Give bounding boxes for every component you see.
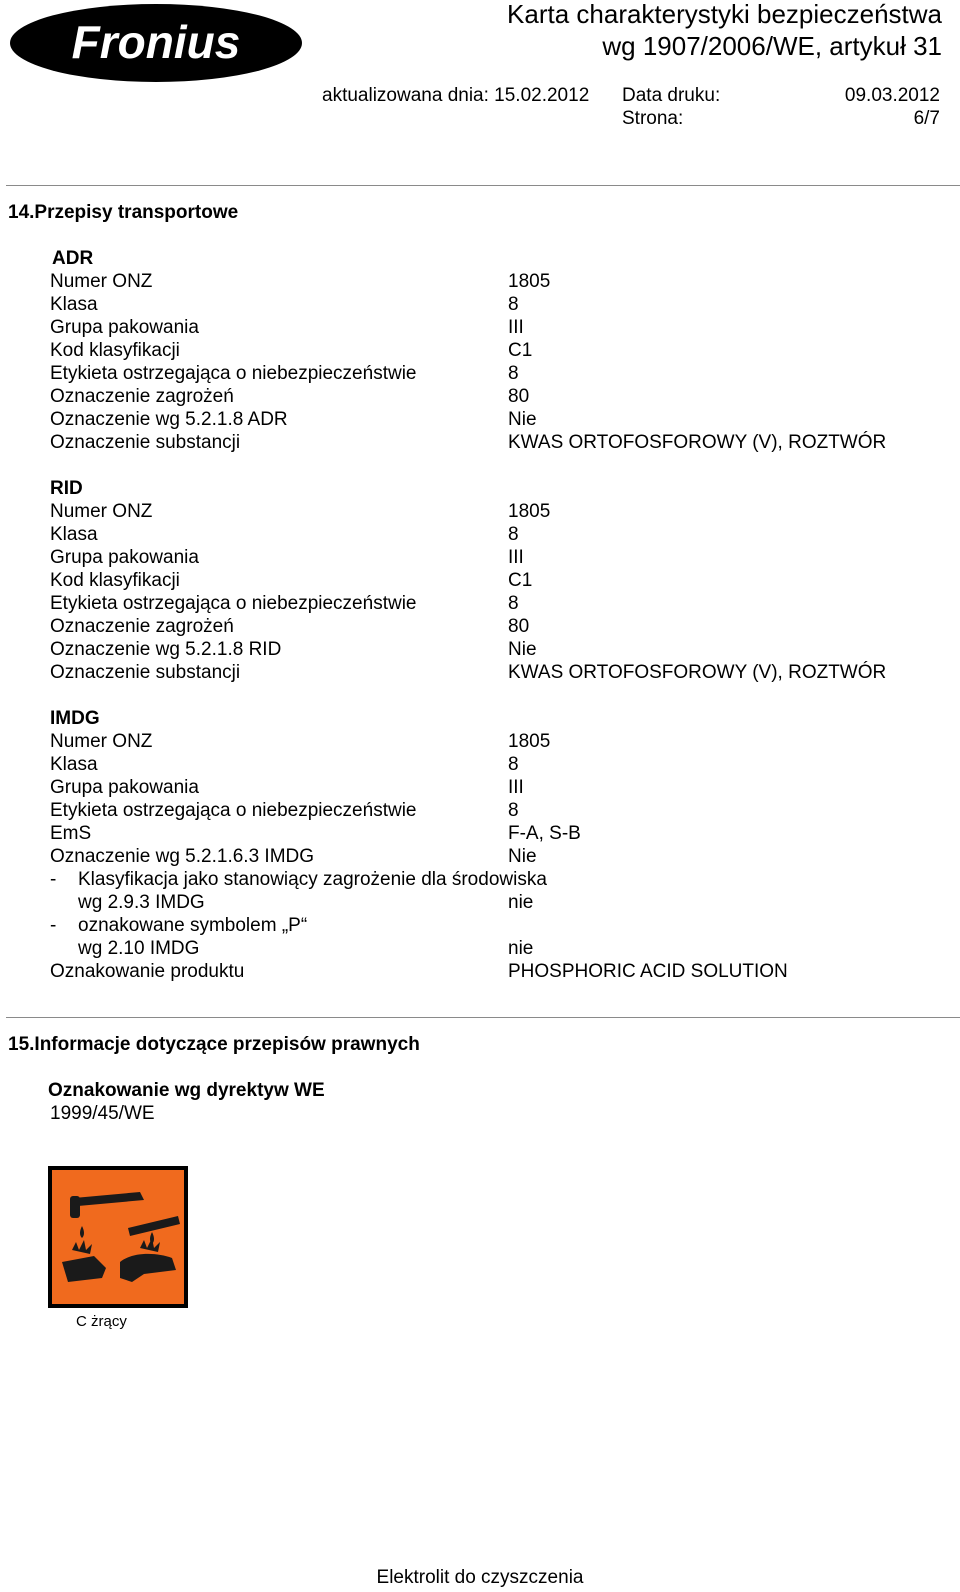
row-value: 8 (508, 524, 519, 545)
table-row (50, 546, 950, 569)
row-label: Oznaczenie wg 5.2.1.8 ADR (50, 409, 288, 430)
row-value: 8 (508, 593, 519, 614)
row-value: Nie (508, 409, 537, 430)
table-row (50, 615, 950, 638)
table-row (50, 316, 950, 339)
section-15-title: 15.Informacje dotyczące przepisów prawnych (8, 1034, 420, 1055)
row-label: Grupa pakowania (50, 317, 199, 338)
directive-number: 1999/45/WE (50, 1103, 155, 1124)
row-label: Numer ONZ (50, 731, 153, 752)
row-value: 8 (508, 294, 519, 315)
table-row (50, 270, 950, 293)
row-label: Oznaczenie wg 5.2.1.6.3 IMDG (50, 846, 315, 867)
table-row (50, 523, 950, 546)
row-value: Nie (508, 639, 537, 660)
table-row (50, 638, 950, 661)
document-title-line1: Karta charakterystyki bezpieczeństwa (507, 0, 942, 29)
row-label: Etykieta ostrzegająca o niebezpieczeństwie (50, 593, 417, 614)
row-label: Klasa (50, 294, 98, 315)
table-row (50, 362, 950, 385)
row-label: Kod klasyfikacji (50, 570, 180, 591)
pictogram-caption: C żrący (76, 1313, 127, 1330)
row-label: Numer ONZ (50, 271, 153, 292)
print-date-label: Data druku: (622, 85, 721, 106)
row-value: 8 (508, 800, 519, 821)
table-row (50, 408, 950, 431)
table-row (50, 661, 950, 684)
row-label: Oznaczenie substancji (50, 662, 241, 683)
document-title-line2: wg 1907/2006/WE, artykuł 31 (602, 31, 942, 61)
footer-product-name: Elektrolit do czyszczenia (376, 1567, 584, 1588)
table-row (50, 822, 950, 845)
table-row (50, 569, 950, 592)
table-row (50, 730, 950, 753)
p-symbol-row (50, 914, 950, 937)
table-row (50, 500, 950, 523)
pictogram-background (52, 1170, 184, 1304)
row-value: nie (508, 938, 534, 959)
row-value: Nie (508, 846, 537, 867)
row-value: F-A, S-B (508, 823, 581, 844)
row-value: C1 (508, 570, 533, 591)
env-hazard-row (50, 868, 950, 891)
table-row (50, 753, 950, 776)
page-label: Strona: (622, 108, 684, 129)
row-label: Klasyfikacja jako stanowiący zagrożenie dla środowiska (78, 869, 547, 890)
imdg-title: IMDG (50, 708, 100, 729)
page-number: 6/7 (913, 108, 940, 129)
fronius-logo (8, 2, 304, 84)
corrosive-hazard-icon (48, 1166, 188, 1308)
row-value: PHOSPHORIC ACID SOLUTION (508, 961, 788, 982)
row-value: KWAS ORTOFOSFOROWY (V), ROZTWÓR (508, 432, 887, 453)
rid-title: RID (50, 478, 83, 499)
table-row (50, 339, 950, 362)
table-row (50, 960, 950, 983)
print-date-value: 09.03.2012 (844, 85, 940, 106)
row-label: Oznakowanie produktu (50, 961, 245, 982)
row-label: Oznaczenie zagrożeń (50, 386, 234, 407)
row-label: Oznaczenie substancji (50, 432, 241, 453)
row-value: 8 (508, 363, 519, 384)
row-value: C1 (508, 340, 533, 361)
row-label: Klasa (50, 754, 98, 775)
row-value: 80 (508, 616, 530, 637)
row-label: Kod klasyfikacji (50, 340, 180, 361)
updated-date: aktualizowana dnia: 15.02.2012 (322, 85, 590, 106)
row-label: wg 2.10 IMDG (78, 938, 200, 959)
labeling-subtitle: Oznakowanie wg dyrektyw WE (48, 1080, 325, 1101)
row-value: nie (508, 892, 534, 913)
row-label: EmS (50, 823, 92, 844)
row-label: Oznaczenie zagrożeń (50, 616, 234, 637)
table-row (50, 385, 950, 408)
row-value: 1805 (508, 501, 551, 522)
table-row (50, 799, 950, 822)
row-label: Grupa pakowania (50, 547, 199, 568)
row-value: 1805 (508, 271, 551, 292)
row-label: wg 2.9.3 IMDG (78, 892, 205, 913)
row-label: Etykieta ostrzegająca o niebezpieczeństwie (50, 363, 417, 384)
row-value: 8 (508, 754, 519, 775)
bullet-dash: - (50, 869, 57, 890)
section-divider (6, 185, 960, 186)
row-label: oznakowane symbolem „P“ (78, 915, 308, 936)
table-row (50, 937, 950, 960)
row-label: Oznaczenie wg 5.2.1.8 RID (50, 639, 282, 660)
section-14-title: 14.Przepisy transportowe (8, 202, 239, 223)
table-row (50, 592, 950, 615)
table-row (50, 776, 950, 799)
section-divider (6, 1017, 960, 1018)
brand-wordmark: Fronius (71, 16, 241, 68)
table-row (50, 891, 950, 914)
table-row (50, 431, 950, 454)
row-value: 1805 (508, 731, 551, 752)
row-label: Numer ONZ (50, 501, 153, 522)
adr-title: ADR (52, 248, 94, 269)
table-row (50, 845, 950, 868)
row-value: 80 (508, 386, 530, 407)
table-row (50, 293, 950, 316)
row-label: Etykieta ostrzegająca o niebezpieczeństwie (50, 800, 417, 821)
row-label: Grupa pakowania (50, 777, 199, 798)
row-value: III (508, 777, 524, 798)
row-value: III (508, 547, 524, 568)
bullet-dash: - (50, 915, 57, 936)
row-value: KWAS ORTOFOSFOROWY (V), ROZTWÓR (508, 662, 887, 683)
row-label: Klasa (50, 524, 98, 545)
row-value: III (508, 317, 524, 338)
